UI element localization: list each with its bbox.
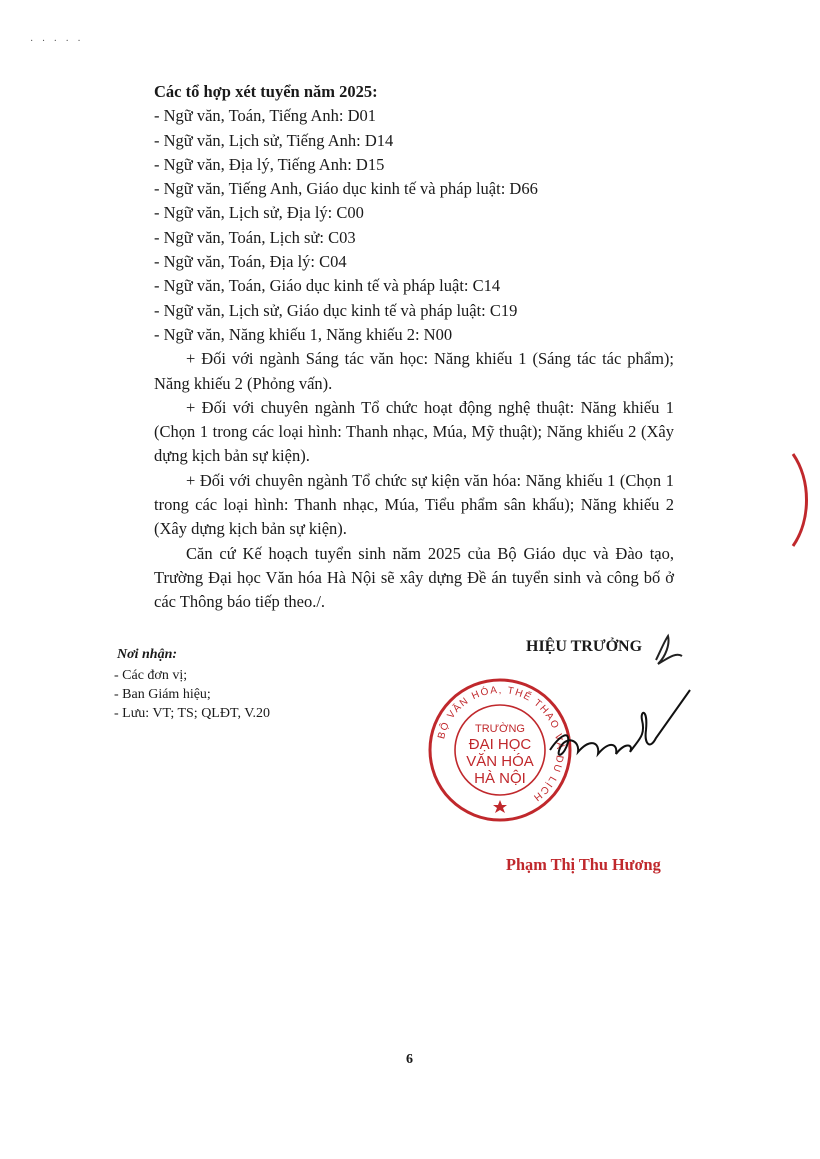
recipients-title: Nơi nhận: [117,647,178,662]
note-paragraph: + Đối với chuyên ngành Tổ chức hoạt động nghệ thuật: Năng khiếu 1 (Chọn 1 trong các loại hình: Thanh nhạc, Múa, Mỹ thuật); Năng khiếu 2 (Xây dựng kịch bản sự kiện). [154,397,674,466]
recipient-item: - Ban Giám hiệu; [114,687,211,702]
combination-item: - Ngữ văn, Toán, Địa lý: C04 [154,252,347,272]
stamp-line: TRƯỜNG [475,723,525,735]
recipients-block [114,645,270,723]
initial-mark-icon [648,630,688,670]
stamp-line: VĂN HÓA [466,753,534,770]
combination-item: - Ngữ văn, Năng khiếu 1, Năng khiếu 2: N00 [154,324,453,344]
closing-paragraph: Căn cứ Kế hoạch tuyển sinh năm 2025 của Bộ Giáo dục và Đào tạo, Trường Đại học Văn hóa Hà Nội sẽ xây dựng Đề án tuyển sinh và công bố ở các Thông báo tiếp theo./. [154,543,674,612]
combination-item: - Ngữ văn, Toán, Giáo dục kinh tế và pháp luật: C14 [154,276,501,296]
stamp-line: HÀ NỘI [474,770,526,787]
page-number: 6 [406,1052,413,1067]
combination-item: - Ngữ văn, Lịch sử, Tiếng Anh: D14 [154,130,394,150]
note-paragraph: + Đối với chuyên ngành Tổ chức sự kiện văn hóa: Năng khiếu 1 (Chọn 1 trong các loại hình: Thanh nhạc, Múa, Tiểu phẩm sân khấu); Năng khiếu 2 (Xây dựng kịch bản sự kiện). [154,470,674,539]
signer-name: Phạm Thị Thu Hương [506,855,661,874]
margin-bracket-mark [785,450,815,550]
handwritten-signature [530,680,710,790]
combinations-heading: Các tổ hợp xét tuyển năm 2025: [154,82,378,101]
signer-title: HIỆU TRƯỞNG [526,638,643,655]
recipient-item: - Các đơn vị; [114,668,188,683]
scan-artifact: · · · · · [30,36,84,47]
stamp-star-icon [493,800,507,813]
recipient-item: - Lưu: VT; TS; QLĐT, V.20 [114,706,271,721]
combination-item: - Ngữ văn, Địa lý, Tiếng Anh: D15 [154,154,385,174]
stamp-line: ĐẠI HỌC [468,736,532,753]
combination-item: - Ngữ văn, Lịch sử, Địa lý: C00 [154,203,364,223]
combination-item: - Ngữ văn, Tiếng Anh, Giáo dục kinh tế và pháp luật: D66 [154,179,538,199]
combination-item: - Ngữ văn, Toán, Lịch sử: C03 [154,227,356,247]
stamp-ring-text: BỘ VĂN HÓA, THỂ THAO VÀ DU LỊCH [436,684,566,804]
document-body [154,80,674,615]
combination-item: - Ngữ văn, Lịch sử, Giáo dục kinh tế và pháp luật: C19 [154,300,518,320]
note-paragraph: + Đối với ngành Sáng tác văn học: Năng khiếu 1 (Sáng tác tác phẩm); Năng khiếu 2 (Phỏng vấn). [154,349,674,393]
combination-item: - Ngữ văn, Toán, Tiếng Anh: D01 [154,106,376,126]
